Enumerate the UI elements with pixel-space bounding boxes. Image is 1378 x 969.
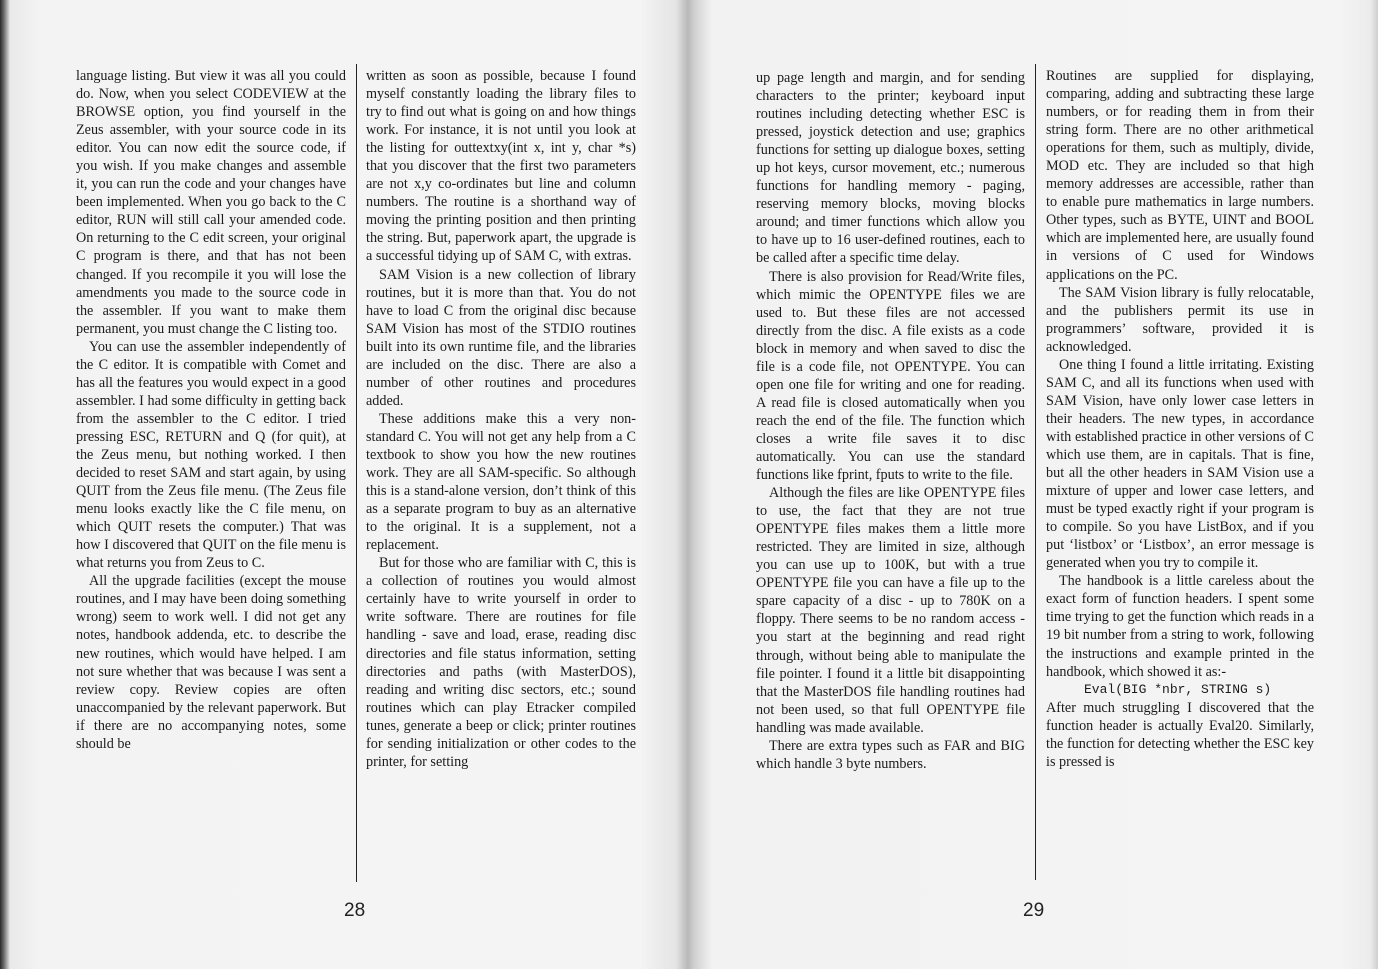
column-divider — [1035, 64, 1036, 880]
paragraph: Routines are supplied for displaying, comparing, adding and subtracting these large numbers, or for reading them in from their string form. There are no other arithmetical operations for them, such as multiply, divide, MOD etc. They are included so that high memory addresses are accessible, rather than to enable pure mathematics in large numbers. Other types, such as BYTE, UINT and BOOL which are implemented here, are usually found in versions of C used for Windows applications on the PC. — [1046, 68, 1314, 283]
paragraph: language listing. But view it was all you could do. Now, when you select CODEVIEW at the BROWSE option, you find yourself in the Zeus assembler, with your source code in its editor. You can now edit the source code, if you wish. If you make changes and assemble it, you can run the code and your changes have been implemented. When you go back to the C editor, RUN will still call your amended code. On returning to the C edit screen, your original C program is there, and that has not been changed. If you recompile it you will lose the amendments you made to the source code in the assembler. If you want to make them permanent, you must change the C listing too. — [76, 68, 346, 337]
paragraph: written as soon as possible, because I found myself constantly loading the library files to try to find out what is going on and how things work. For instance, it is not until you look at the listing for outtextxy(int x, int y, char *s) that you discover that the first two parameters are not x,y co-ordinates but line and column numbers. The routine is a shorthand way of moving the printing position and then printing the string. But, paperwork apart, the upgrade is a successful tidying up of SAM C, with extras. — [366, 68, 636, 265]
right-page-column-1 — [756, 69, 1025, 773]
paragraph: These additions make this a very non-standard C. You will not get any help from a C textbook to show you how the new routines work. They are all SAM-specific. So although this is a stand-alone version, don’t think of this as a separate program to buy as an alternative to the original. It is a supplement, not a replacement. — [366, 410, 636, 554]
right-page — [689, 0, 1378, 969]
paragraph: One thing I found a little irritating. Existing SAM C, and all its functions when used with SAM Vision, have only lower case letters in their headers. The new types, in accordance with established practice in other versions of C which use them, are in capitals. That is fine, but all the other headers in SAM Vision use a mixture of upper and lower case letters, and must be typed exactly right if your program is to compile. So you have ListBox, and if you put ‘listbox’ or ‘Listbox’, an error message is generated when you try to compile it. — [1046, 356, 1314, 572]
paragraph: Although the files are like OPENTYPE files to use, the fact that they are not true OPENTYPE files makes them a little more restricted. They are limited in size, although you can use up to 100K, but with a true OPENTYPE file you can have a file up to the spare capacity of a disc - up to 780K on a floppy. There seems to be no random access - you start at the beginning and read right through, without being able to manipulate the file pointer. I found it a little bit disappointing that the MasterDOS file handling routines had not been used, so that full OPENTYPE file handling was made available. — [756, 485, 1025, 736]
paragraph: There are extra types such as FAR and BIG which handle 3 byte numbers. — [756, 737, 1025, 772]
paragraph: But for those who are familiar with C, this is a collection of routines you would almost certainly have to write yourself in order to write software. There are routines for file handling - save and load, erase, reading disc directories and file status information, setting directories and paths (with MasterDOS), reading and writing disc sectors, etc.; sound routines which can play Etracker compiled tunes, generate a beep or click; printer routines for sending initialization or other codes to the printer, for setting — [366, 555, 636, 770]
paragraph: You can use the assembler independently of the C editor. It is compatible with Comet and has all the features you would expect in a good assembler. I had some difficulty in getting back from the assembler to the C editor. I tried pressing ESC, RETURN and Q (for quit), at the Zeus menu, but nothing worked. I then decided to reset SAM and start again, by using QUIT from the Zeus file menu. (The Zeus file menu looks exactly like the C file menu, on which QUIT resets the computer.) That was how I discovered that QUIT on the file menu is what returns you from Zeus to C. — [76, 338, 346, 572]
code-example: Eval(BIG *nbr, STRING s) — [1084, 681, 1272, 697]
right-page-column-2 — [1046, 67, 1314, 771]
left-page-column-1 — [76, 67, 346, 753]
paragraph: up page length and margin, and for sending characters to the printer; keyboard input routines including detecting whether ESC is pressed, joystick detection and use; graphics functions for setting up dialogue boxes, setting up hot keys, cursor movement, etc.; numerous functions for handling memory - paging, reserving memory blocks, moving blocks around; and timer functions which allow you to have up to 16 user-defined routines, each to be called after a specific time delay. — [756, 70, 1025, 267]
paragraph: The handbook is a little careless about the exact form of function headers. I spent some time trying to get the function which reads in a 19 bit number from a string to work, following the instructions and example printed in the handbook, which showed it as:- — [1046, 573, 1314, 680]
left-page-column-2 — [366, 67, 636, 771]
paragraph: After much struggling I discovered that the function header is actually Eval20. Similarly, the function for detecting whether the ESC key is pressed is — [1046, 699, 1314, 770]
page-number: 28 — [344, 900, 366, 921]
paragraph: All the upgrade facilities (except the mouse routines, and I may have been doing something wrong) seem to work well. I did not get any notes, handbook addenda, etc. to describe the new routines, which would have helped. I am not sure whether that was because I was sent a review copy. Review copies are often unaccompanied by the relevant paperwork. But if there are no accompanying notes, some should be — [76, 573, 346, 752]
paragraph: The SAM Vision library is fully relocatable, and the publishers permit its use in programmers’ software, provided it is acknowledged. — [1046, 284, 1314, 355]
paragraph: There is also provision for Read/Write files, which mimic the OPENTYPE files we are used to. But these files are not accessed directly from the disc. A file exists as a code block in memory and when saved to disc the file is a code file, not OPENTYPE. You can open one file for writing and one for reading. A read file is closed automatically when you reach the end of the file. The function which closes a write file saves it to disc automatically. You can use the standard functions like fprint, fputs to write to the file. — [756, 268, 1025, 484]
paragraph: SAM Vision is a new collection of library routines, but it is more than that. You do not have to load C from the original disc because SAM Vision has most of the STDIO routines built into its own runtime file, and the libraries are included on the disc. There are also a number of other routines and procedures added. — [366, 266, 636, 409]
column-divider — [356, 64, 357, 882]
page-number: 29 — [1023, 900, 1045, 921]
